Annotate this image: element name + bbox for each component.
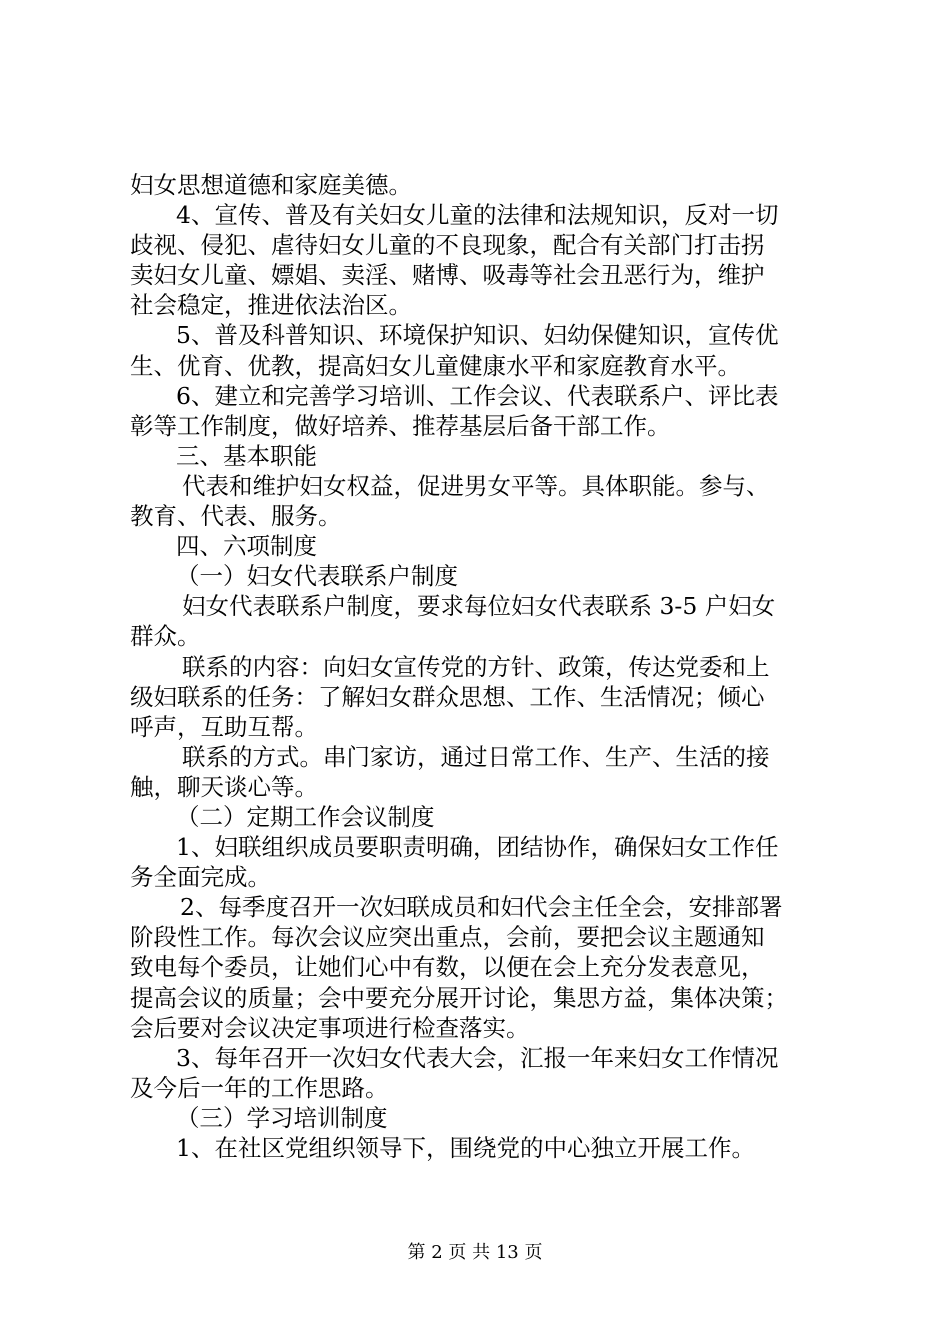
text-line: 3、每年召开一次妇女代表大会，汇报一年来妇女工作情况 [176,1043,779,1072]
subsection-heading: （二）定期工作会议制度 [176,802,435,831]
text-line: 呼声，互助互帮。 [130,712,318,741]
text-line: 会后要对会议决定事项进行检查落实。 [130,1013,530,1042]
text-line: 触，聊天谈心等。 [130,772,318,801]
subsection-heading: （一）妇女代表联系户制度 [176,562,458,591]
text-line: 卖妇女儿童、嫖娼、卖淫、赌博、吸毒等社会丑恶行为，维护 [130,261,765,290]
text-line: 联系的方式。串门家访，通过日常工作、生产、生活的接 [182,742,770,771]
text-line: 妇女思想道德和家庭美德。 [130,171,412,199]
text-line: 群众。 [130,622,201,651]
text-line: 5、普及科普知识、环境保护知识、妇幼保健知识，宣传优 [176,321,779,350]
section-heading: 四、六项制度 [176,532,317,561]
text-line: 教育、代表、服务。 [130,502,342,531]
text-line: 生、优育、优教，提高妇女儿童健康水平和家庭教育水平。 [130,351,741,380]
text-line: 联系的内容：向妇女宣传党的方针、政策，传达党委和上 [182,652,770,681]
text-line: 1、在社区党组织领导下，围绕党的中心独立开展工作。 [176,1134,755,1162]
text-line: 1、妇联组织成员要职责明确，团结协作，确保妇女工作任 [176,833,779,862]
text-line: 6、建立和完善学习培训、工作会议、代表联系户、评比表 [176,381,779,410]
text-line: 2、每季度召开一次妇联成员和妇代会主任全会，安排部署 [180,893,783,922]
text-line: 妇女代表联系户制度，要求每位妇女代表联系 3-5 户妇女 [182,592,776,621]
text-line: 阶段性工作。每次会议应突出重点，会前，要把会议主题通知 [130,923,765,952]
text-line: 社会稳定，推进依法治区。 [130,291,412,320]
text-line: 歧视、侵犯、虐待妇女儿童的不良现象，配合有关部门打击拐 [130,231,765,260]
page-number-footer: 第 2 页 共 13 页 [407,1242,543,1263]
document-body [130,170,830,1163]
text-line: 彰等工作制度，做好培养、推荐基层后备干部工作。 [130,411,671,440]
text-line: 及今后一年的工作思路。 [130,1073,389,1102]
text-line: 4、宣传、普及有关妇女儿童的法律和法规知识，反对一切 [176,201,779,230]
section-heading: 三、基本职能 [176,441,317,470]
text-line: 致电每个委员，让她们心中有数，以便在会上充分发表意见， [130,953,765,982]
subsection-heading: （三）学习培训制度 [176,1103,388,1132]
text-line: 提高会议的质量；会中要充分展开讨论，集思方益，集体决策； [130,983,788,1012]
text-line: 务全面完成。 [130,863,271,892]
text-line: 代表和维护妇女权益，促进男女平等。具体职能。参与、 [182,471,770,500]
text-line: 级妇联系的任务：了解妇女群众思想、工作、生活情况；倾心 [130,682,765,711]
